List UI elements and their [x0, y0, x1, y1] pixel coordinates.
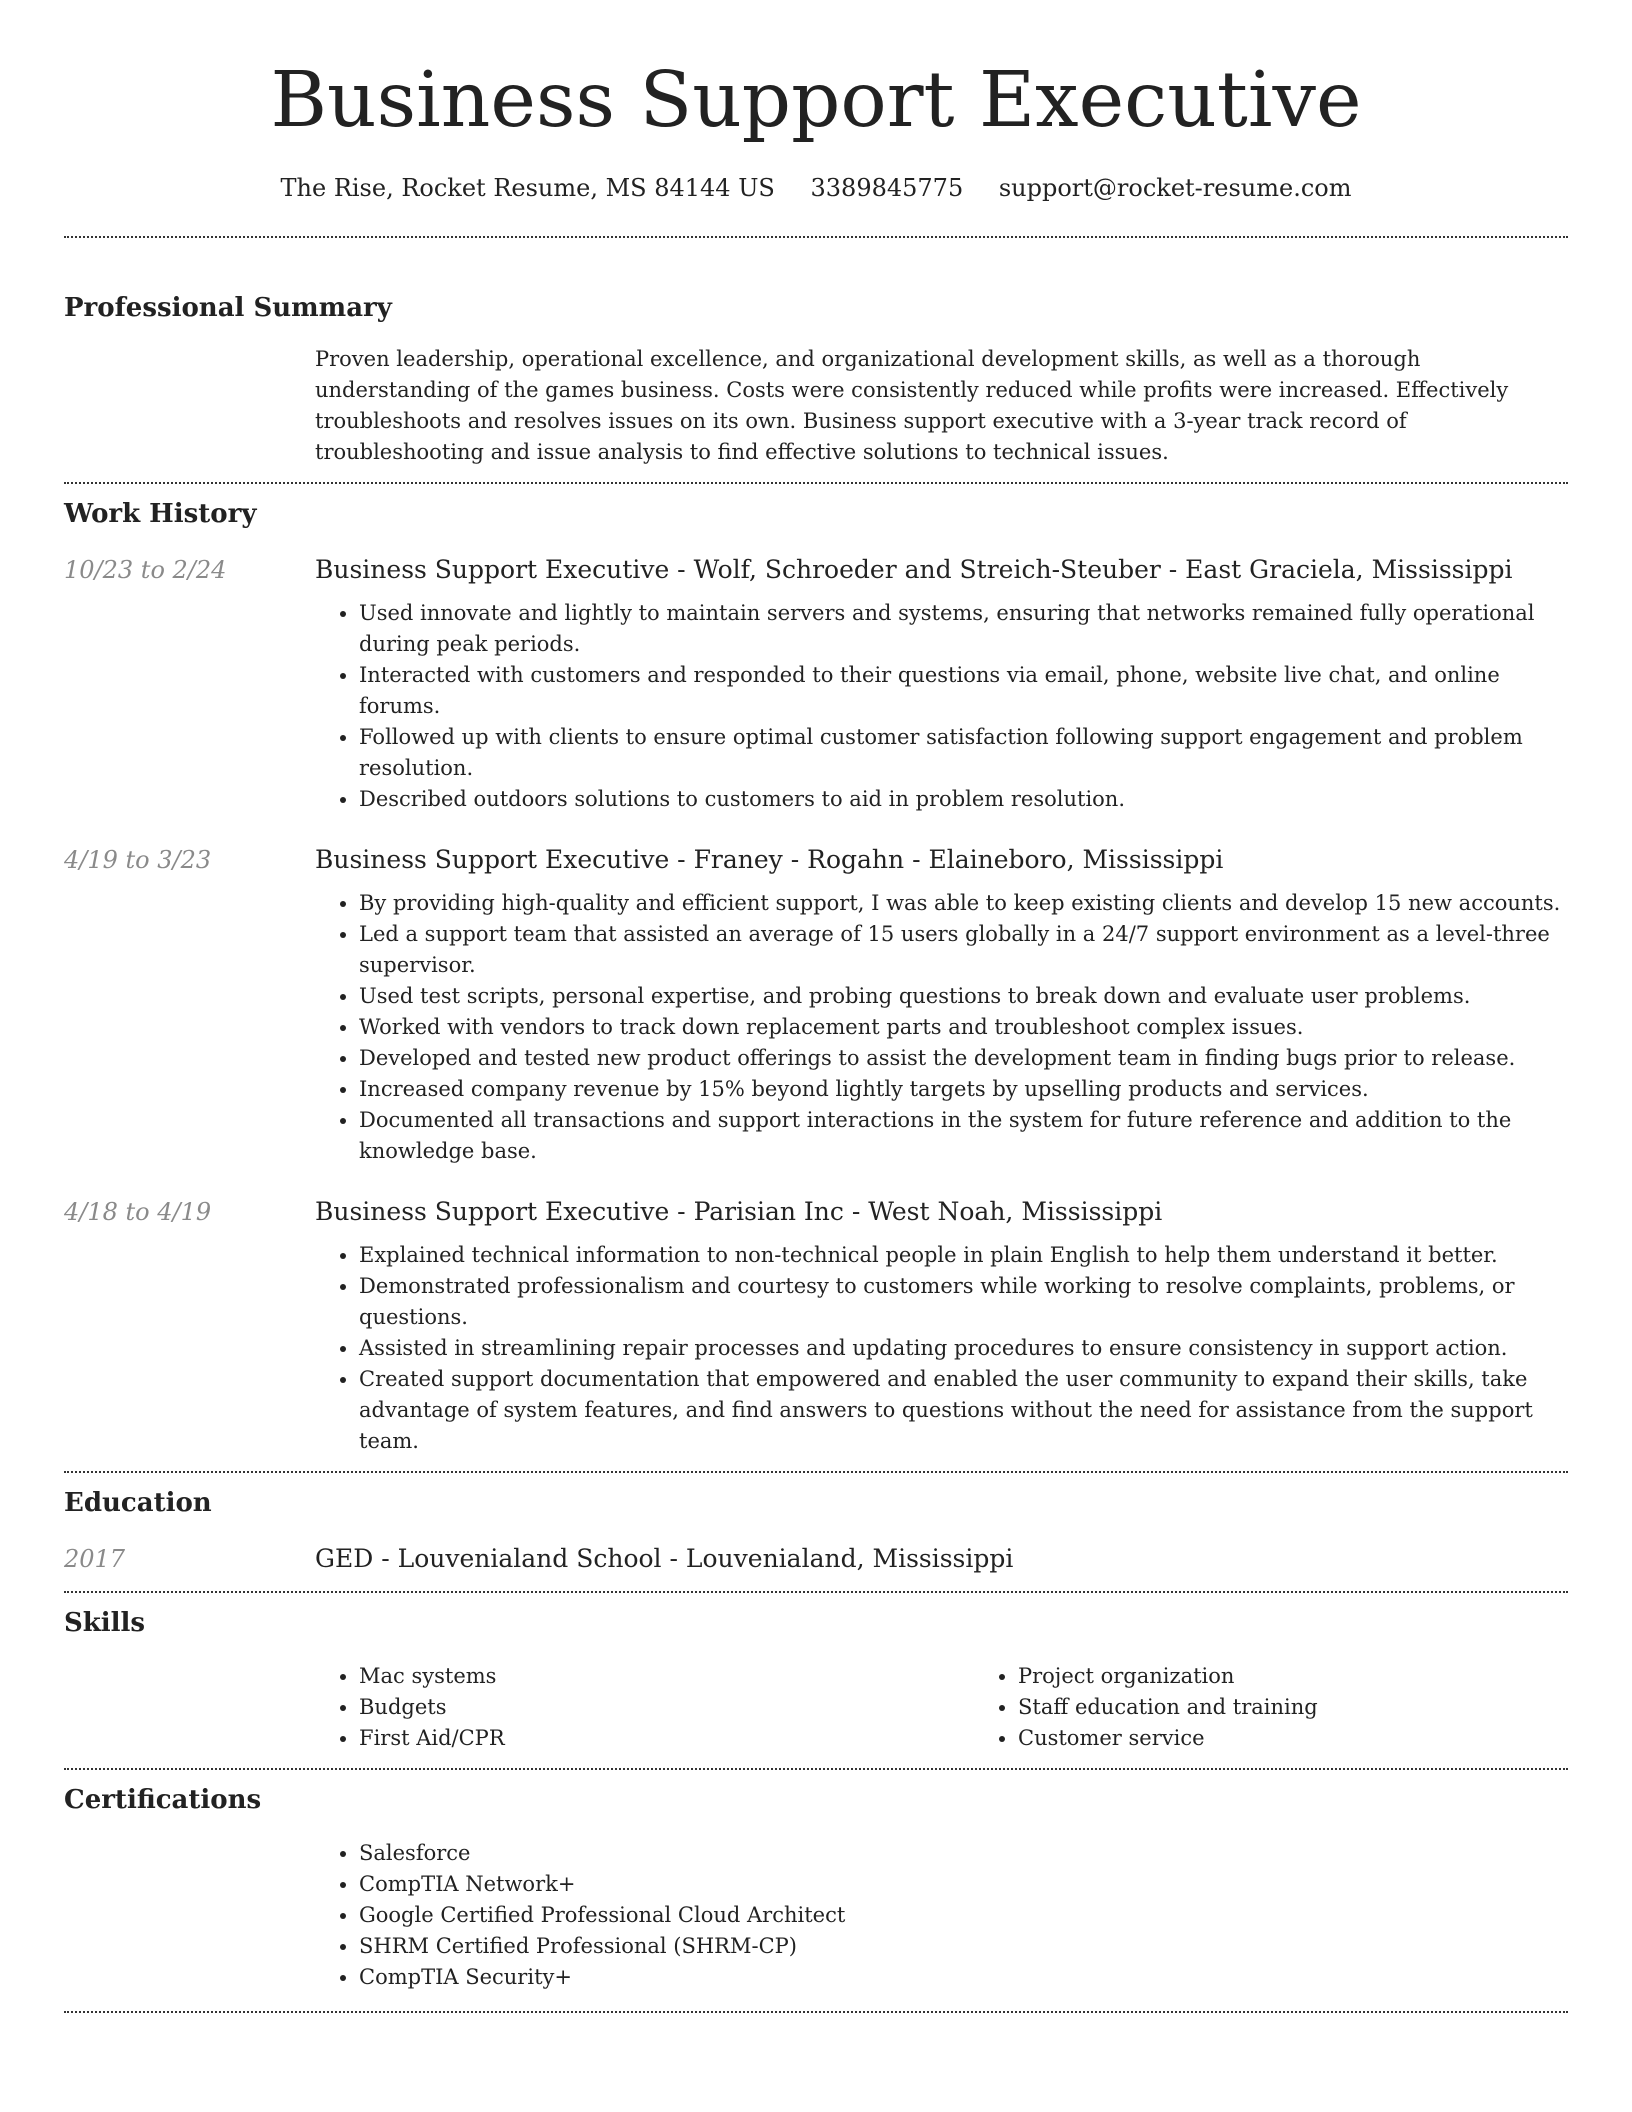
list-item: • Salesforce: [359, 1838, 1568, 1869]
list-item: • Demonstrated professionalism and courtesy to customers while working to resolve complaints, problems, or questions.: [359, 1271, 1568, 1333]
job-entry: [64, 552, 1568, 815]
list-item: • Budgets: [359, 1692, 974, 1723]
list-item: • Assisted in streamlining repair processes and updating procedures to ensure consistency in support action.: [359, 1333, 1568, 1364]
resume-header: [64, 0, 1568, 206]
list-item: • Followed up with clients to ensure optimal customer satisfaction following support engagement and problem resolution.: [359, 722, 1568, 784]
skills-list-right: [974, 1661, 1632, 1754]
list-item: • CompTIA Security+: [359, 1962, 1568, 1993]
contact-email: support@rocket-resume.com: [998, 174, 1352, 202]
summary-section: [64, 238, 1568, 468]
list-item: • Project organization: [1018, 1661, 1632, 1692]
job-dates: 4/18 to 4/19: [64, 1198, 212, 1226]
list-item: • Described outdoors solutions to customers to aid in problem resolution.: [359, 784, 1568, 815]
list-item: • Used innovate and lightly to maintain servers and systems, ensuring that networks remained fully operational during peak periods.: [359, 598, 1568, 660]
list-item: • Increased company revenue by 15% beyond lightly targets by upselling products and services.: [359, 1074, 1568, 1105]
job-dates: 10/23 to 2/24: [64, 556, 227, 584]
job-bullets: [315, 888, 1568, 1167]
candidate-name: Business Support Executive: [270, 56, 1362, 145]
skills-list-left: [315, 1661, 974, 1754]
job-heading: Business Support Executive - Franey - Rogahn - Elaineboro, Mississippi: [315, 845, 1224, 874]
section-title-education: Education: [64, 1488, 212, 1518]
list-item: • Used test scripts, personal expertise, and probing questions to break down and evaluate user problems.: [359, 981, 1568, 1012]
list-item: • First Aid/CPR: [359, 1723, 974, 1754]
work-history-section: [64, 484, 1568, 1457]
education-year: 2017: [64, 1545, 126, 1573]
list-item: • By providing high-quality and efficient support, I was able to keep existing clients and develop 15 new accounts.: [359, 888, 1568, 919]
section-title-certifications: Certifications: [64, 1785, 262, 1815]
job-heading: Business Support Executive - Wolf, Schroeder and Streich-Steuber - East Graciela, Mississippi: [315, 555, 1513, 584]
contact-address: The Rise, Rocket Resume, MS 84144 US: [280, 174, 775, 202]
section-title-skills: Skills: [64, 1608, 146, 1638]
summary-text: Proven leadership, operational excellence, and organizational development skills, as well as a thorough understanding of the games business. Costs were consistently reduced while profits were increased. Effectively troubleshoots and resolves issues on its own. Business support executive with a 3-year track record of troubleshooting and issue analysis to find effective solutions to technical issues.: [315, 347, 1509, 464]
section-title-summary: Professional Summary: [64, 293, 392, 323]
job-heading: Business Support Executive - Parisian Inc - West Noah, Mississippi: [315, 1197, 1163, 1226]
list-item: • Worked with vendors to track down replacement parts and troubleshoot complex issues.: [359, 1012, 1568, 1043]
contact-line: [64, 170, 1568, 206]
divider: [64, 2011, 1568, 2013]
education-entry: GED - Louvenialand School - Louvenialand, Mississippi: [315, 1544, 1014, 1573]
certifications-list: [315, 1838, 1568, 1993]
list-item: • Customer service: [1018, 1723, 1632, 1754]
section-title-work-history: Work History: [64, 499, 257, 529]
list-item: • Documented all transactions and support interactions in the system for future reference and addition to the knowledge base.: [359, 1105, 1568, 1167]
list-item: • SHRM Certified Professional (SHRM-CP): [359, 1931, 1568, 1962]
list-item: • Developed and tested new product offerings to assist the development team in finding bugs prior to release.: [359, 1043, 1568, 1074]
skills-section: [64, 1593, 1568, 1754]
list-item: • Created support documentation that empowered and enabled the user community to expand their skills, take advantage of system features, and find answers to questions without the need for assistance from the support team.: [359, 1364, 1568, 1457]
job-bullets: [315, 598, 1568, 815]
list-item: • Staff education and training: [1018, 1692, 1632, 1723]
job-entry: [64, 842, 1568, 1167]
list-item: • Google Certified Professional Cloud Architect: [359, 1900, 1568, 1931]
job-entry: [64, 1194, 1568, 1457]
job-dates: 4/19 to 3/23: [64, 846, 212, 874]
list-item: • Mac systems: [359, 1661, 974, 1692]
list-item: • Interacted with customers and responded to their questions via email, phone, website live chat, and online forums.: [359, 660, 1568, 722]
list-item: • Led a support team that assisted an average of 15 users globally in a 24/7 support environment as a level-three supervisor.: [359, 919, 1568, 981]
list-item: • Explained technical information to non-technical people in plain English to help them understand it better.: [359, 1240, 1568, 1271]
certifications-section: [64, 1770, 1568, 1993]
education-section: [64, 1473, 1568, 1577]
contact-phone: 3389845775: [810, 174, 964, 202]
list-item: • CompTIA Network+: [359, 1869, 1568, 1900]
job-bullets: [315, 1240, 1568, 1457]
